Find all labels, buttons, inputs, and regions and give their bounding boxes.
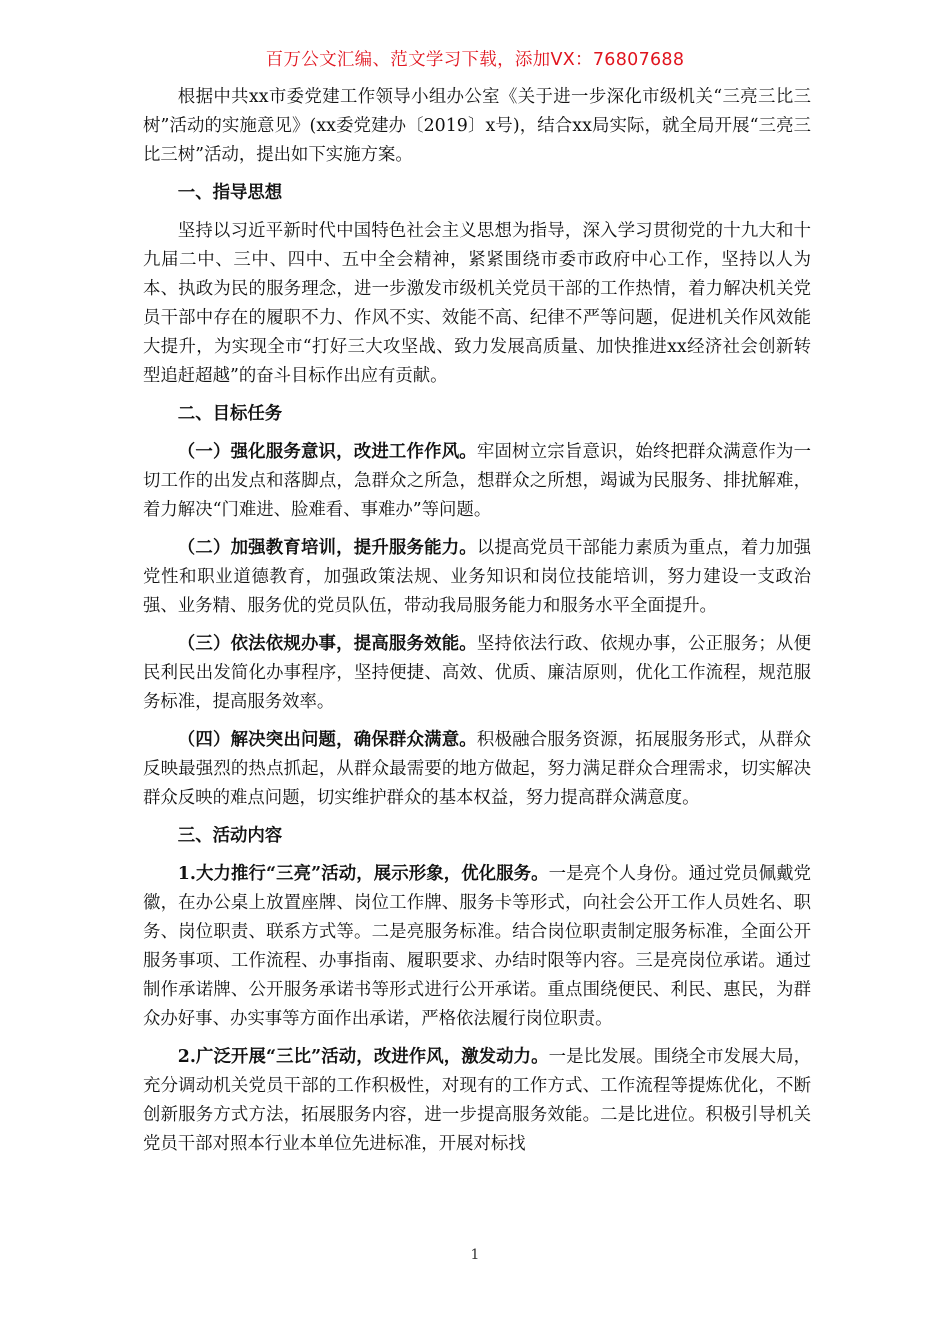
goal-item-3 (143, 630, 811, 717)
guiding-ideology-paragraph: 坚持以习近平新时代中国特色社会主义思想为指导，深入学习贯彻党的十九大和十九届二中、三中、四中、五中全会精神，紧紧围绕市委市政府中心工作，坚持以人为本、执政为民的服务理念，进一步激发市级机关党员干部的工作热情，着力解决机关党员干部中存在的履职不力、作风不实、效能不高、纪律不严等问题，促进机关作风效能大提升，为实现全市“打好三大攻坚战、致力发展高质量、加快推进xx经济社会创新转型追赶超越”的奋斗目标作出应有贡献。 (143, 221, 811, 386)
goal-item-4-body: 积极融合服务资源，拓展服务形式，从群众反映最强烈的热点抓起，从群众最需要的地方做起，努力满足群众合理需求，切实解决群众反映的难点问题，切实维护群众的基本权益，努力提高群众满意度。 (143, 730, 811, 808)
download-banner: 百万公文汇编、范文学习下载，添加VX：76807688 (265, 50, 685, 70)
goal-item-2-lead: （二）加强教育培训，提升服务能力。 (177, 538, 477, 558)
activity-item-1-body: 一是亮个人身份。通过党员佩戴党徽，在办公桌上放置座牌、岗位工作牌、服务卡等形式，向社会公开工作人员姓名、职务、岗位职责、联系方式等。二是亮服务标准。结合岗位职责制定服务标准，全面公开服务事项、工作流程、办事指南、履职要求、办结时限等内容。三是亮岗位承诺。通过制作承诺牌、公开服务承诺书等形式进行公开承诺。重点围绕便民、利民、惠民，为群众办好事、办实事等方面作出承诺，严格依法履行岗位职责。 (143, 864, 811, 1029)
goal-item-2 (143, 534, 811, 621)
goal-item-1-lead: （一）强化服务意识，改进工作作风。 (177, 442, 477, 462)
activity-item-2 (143, 1043, 811, 1159)
goal-item-3-body: 坚持依法行政、依规办事，公正服务；从便民利民出发简化办事程序，坚持便捷、高效、优质、廉洁原则，优化工作流程，规范服务标准，提高服务效率。 (143, 634, 811, 712)
activity-item-2-lead: 2.广泛开展“三比”活动，改进作风，激发动力。 (177, 1047, 549, 1067)
goal-item-2-body: 以提高党员干部能力素质为重点，着力加强党性和职业道德教育，加强政策法规、业务知识和岗位技能培训，努力建设一支政治强、业务精、服务优的党员队伍，带动我局服务能力和服务水平全面提升。 (143, 538, 811, 616)
page-number: 1 (470, 1247, 480, 1263)
section-heading-guiding-ideology: 一、指导思想 (177, 183, 283, 203)
activity-item-2-body: 一是比发展。围绕全市发展大局，充分调动机关党员干部的工作积极性，对现有的工作方式、工作流程等提炼优化，不断创新服务方式方法，拓展服务内容，进一步提高服务效能。二是比进位。积极引导机关党员干部对照本行业本单位先进标准，开展对标找 (143, 1047, 811, 1154)
goal-item-4-lead: （四）解决突出问题，确保群众满意。 (177, 730, 477, 750)
goal-item-4 (143, 726, 811, 813)
activity-item-1-lead: 1.大力推行“三亮”活动，展示形象，优化服务。 (177, 864, 549, 884)
activity-item-1 (143, 860, 811, 1034)
document-body (143, 83, 811, 1159)
section-heading-activities: 三、活动内容 (177, 826, 283, 846)
section-heading-goals-tasks: 二、目标任务 (177, 404, 283, 424)
goal-item-1-body: 牢固树立宗旨意识，始终把群众满意作为一切工作的出发点和落脚点，急群众之所急，想群众之所想，竭诚为民服务、排扰解难，着力解决“门难进、脸难看、事难办”等问题。 (143, 442, 811, 520)
goal-item-3-lead: （三）依法依规办事，提高服务效能。 (177, 634, 477, 654)
intro-paragraph: 根据中共xx市委党建工作领导小组办公室《关于进一步深化市级机关“三亮三比三树”活动的实施意见》(xx委党建办〔2019〕x号)，结合xx局实际，就全局开展“三亮三比三树”活动，提出如下实施方案。 (143, 87, 811, 165)
goal-item-1 (143, 438, 811, 525)
